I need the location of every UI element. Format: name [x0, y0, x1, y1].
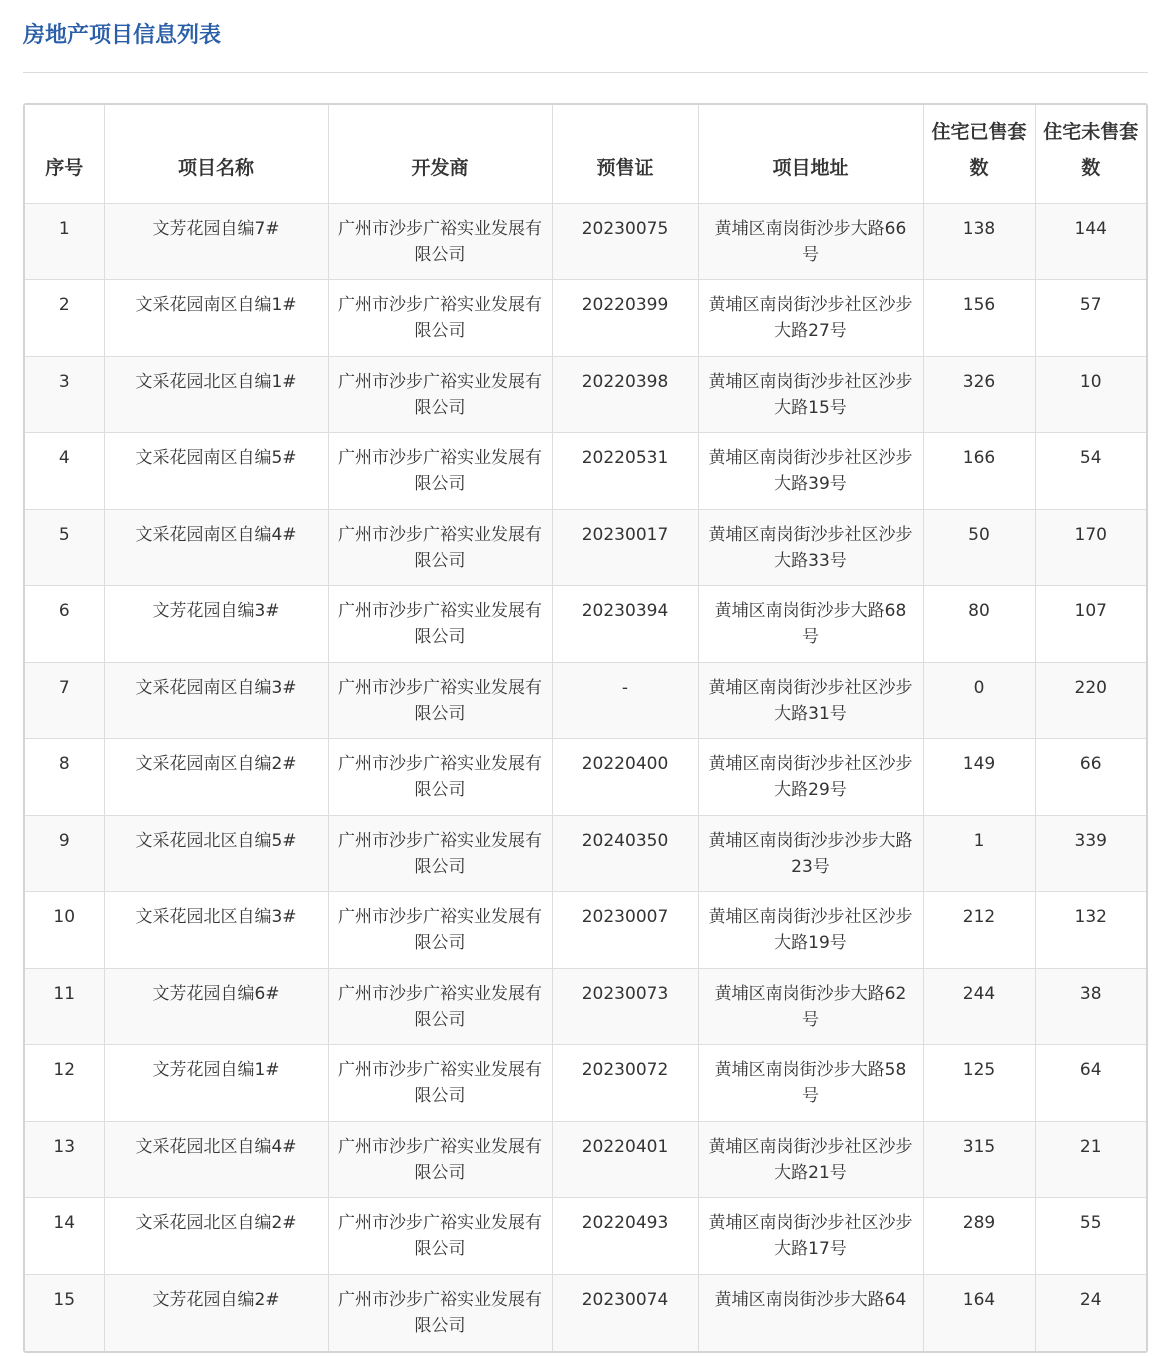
cell-presale-permit: 20230073: [552, 968, 698, 1045]
cell-sold-units: 138: [923, 203, 1035, 280]
cell-project-address: 黄埔区南岗街沙步大路62号: [698, 968, 923, 1045]
table-row: [25, 662, 1146, 739]
table-row: [25, 1274, 1146, 1351]
cell-project-address: 黄埔区南岗街沙步大路64: [698, 1274, 923, 1351]
cell-presale-permit: 20220398: [552, 356, 698, 433]
header-presale-permit: 预售证: [552, 105, 698, 203]
cell-seq: 3: [25, 356, 104, 433]
cell-developer: 广州市沙步广裕实业发展有限公司: [328, 509, 552, 586]
cell-presale-permit: 20230072: [552, 1045, 698, 1122]
cell-sold-units: 1: [923, 815, 1035, 892]
cell-unsold-units: 24: [1035, 1274, 1146, 1351]
table-row: [25, 1121, 1146, 1198]
cell-project-name: 文采花园北区自编2#: [104, 1198, 328, 1275]
cell-project-address: 黄埔区南岗街沙步大路68号: [698, 586, 923, 663]
cell-project-address: 黄埔区南岗街沙步大路66号: [698, 203, 923, 280]
cell-sold-units: 164: [923, 1274, 1035, 1351]
cell-seq: 7: [25, 662, 104, 739]
cell-project-address: 黄埔区南岗街沙步社区沙步大路17号: [698, 1198, 923, 1275]
cell-sold-units: 149: [923, 739, 1035, 816]
cell-presale-permit: 20230394: [552, 586, 698, 663]
table-row: [25, 203, 1146, 280]
cell-project-name: 文采花园南区自编2#: [104, 739, 328, 816]
table-row: [25, 968, 1146, 1045]
header-developer: 开发商: [328, 105, 552, 203]
header-unsold-units: 住宅未售套数: [1035, 105, 1146, 203]
cell-project-address: 黄埔区南岗街沙步社区沙步大路39号: [698, 433, 923, 510]
cell-project-name: 文采花园南区自编3#: [104, 662, 328, 739]
cell-project-name: 文采花园南区自编5#: [104, 433, 328, 510]
cell-project-name: 文芳花园自编3#: [104, 586, 328, 663]
cell-seq: 5: [25, 509, 104, 586]
header-row: [25, 105, 1146, 203]
cell-project-name: 文采花园南区自编1#: [104, 280, 328, 357]
cell-seq: 11: [25, 968, 104, 1045]
cell-developer: 广州市沙步广裕实业发展有限公司: [328, 433, 552, 510]
cell-presale-permit: 20220399: [552, 280, 698, 357]
cell-unsold-units: 170: [1035, 509, 1146, 586]
cell-project-name: 文采花园北区自编3#: [104, 892, 328, 969]
cell-presale-permit: 20230017: [552, 509, 698, 586]
cell-developer: 广州市沙步广裕实业发展有限公司: [328, 739, 552, 816]
cell-project-name: 文采花园北区自编5#: [104, 815, 328, 892]
cell-seq: 10: [25, 892, 104, 969]
cell-seq: 4: [25, 433, 104, 510]
table-header: [25, 105, 1146, 203]
cell-unsold-units: 10: [1035, 356, 1146, 433]
cell-developer: 广州市沙步广裕实业发展有限公司: [328, 356, 552, 433]
cell-developer: 广州市沙步广裕实业发展有限公司: [328, 892, 552, 969]
cell-sold-units: 244: [923, 968, 1035, 1045]
cell-project-name: 文采花园北区自编1#: [104, 356, 328, 433]
cell-unsold-units: 38: [1035, 968, 1146, 1045]
cell-presale-permit: 20220400: [552, 739, 698, 816]
header-project-address: 项目地址: [698, 105, 923, 203]
cell-seq: 12: [25, 1045, 104, 1122]
table-row: [25, 586, 1146, 663]
cell-presale-permit: 20220493: [552, 1198, 698, 1275]
cell-sold-units: 0: [923, 662, 1035, 739]
cell-seq: 13: [25, 1121, 104, 1198]
table-row: [25, 1198, 1146, 1275]
cell-seq: 2: [25, 280, 104, 357]
cell-unsold-units: 107: [1035, 586, 1146, 663]
cell-unsold-units: 21: [1035, 1121, 1146, 1198]
cell-project-name: 文芳花园自编1#: [104, 1045, 328, 1122]
cell-presale-permit: 20230074: [552, 1274, 698, 1351]
cell-developer: 广州市沙步广裕实业发展有限公司: [328, 968, 552, 1045]
cell-seq: 9: [25, 815, 104, 892]
cell-unsold-units: 57: [1035, 280, 1146, 357]
cell-unsold-units: 339: [1035, 815, 1146, 892]
cell-sold-units: 80: [923, 586, 1035, 663]
cell-sold-units: 326: [923, 356, 1035, 433]
cell-sold-units: 166: [923, 433, 1035, 510]
cell-sold-units: 125: [923, 1045, 1035, 1122]
project-table-container: [23, 103, 1148, 1353]
cell-unsold-units: 64: [1035, 1045, 1146, 1122]
cell-project-name: 文采花园北区自编4#: [104, 1121, 328, 1198]
cell-unsold-units: 132: [1035, 892, 1146, 969]
cell-unsold-units: 220: [1035, 662, 1146, 739]
cell-sold-units: 212: [923, 892, 1035, 969]
cell-presale-permit: 20220531: [552, 433, 698, 510]
cell-sold-units: 50: [923, 509, 1035, 586]
cell-project-address: 黄埔区南岗街沙步大路58号: [698, 1045, 923, 1122]
cell-seq: 1: [25, 203, 104, 280]
cell-project-address: 黄埔区南岗街沙步沙步大路23号: [698, 815, 923, 892]
cell-project-address: 黄埔区南岗街沙步社区沙步大路21号: [698, 1121, 923, 1198]
table-row: [25, 892, 1146, 969]
cell-unsold-units: 66: [1035, 739, 1146, 816]
cell-seq: 14: [25, 1198, 104, 1275]
cell-sold-units: 289: [923, 1198, 1035, 1275]
cell-sold-units: 156: [923, 280, 1035, 357]
cell-project-address: 黄埔区南岗街沙步社区沙步大路33号: [698, 509, 923, 586]
cell-presale-permit: 20240350: [552, 815, 698, 892]
table-row: [25, 509, 1146, 586]
cell-presale-permit: 20220401: [552, 1121, 698, 1198]
cell-unsold-units: 54: [1035, 433, 1146, 510]
cell-developer: 广州市沙步广裕实业发展有限公司: [328, 586, 552, 663]
cell-developer: 广州市沙步广裕实业发展有限公司: [328, 280, 552, 357]
project-table: [25, 105, 1146, 1351]
table-row: [25, 356, 1146, 433]
cell-developer: 广州市沙步广裕实业发展有限公司: [328, 815, 552, 892]
cell-project-name: 文芳花园自编6#: [104, 968, 328, 1045]
table-row: [25, 1045, 1146, 1122]
cell-project-address: 黄埔区南岗街沙步社区沙步大路29号: [698, 739, 923, 816]
table-row: [25, 815, 1146, 892]
cell-seq: 8: [25, 739, 104, 816]
cell-developer: 广州市沙步广裕实业发展有限公司: [328, 203, 552, 280]
cell-project-address: 黄埔区南岗街沙步社区沙步大路31号: [698, 662, 923, 739]
cell-developer: 广州市沙步广裕实业发展有限公司: [328, 662, 552, 739]
cell-project-name: 文采花园南区自编4#: [104, 509, 328, 586]
header-sold-units: 住宅已售套数: [923, 105, 1035, 203]
header-project-name: 项目名称: [104, 105, 328, 203]
cell-sold-units: 315: [923, 1121, 1035, 1198]
cell-presale-permit: 20230007: [552, 892, 698, 969]
cell-developer: 广州市沙步广裕实业发展有限公司: [328, 1198, 552, 1275]
cell-seq: 15: [25, 1274, 104, 1351]
table-row: [25, 280, 1146, 357]
cell-project-address: 黄埔区南岗街沙步社区沙步大路19号: [698, 892, 923, 969]
cell-project-name: 文芳花园自编2#: [104, 1274, 328, 1351]
cell-seq: 6: [25, 586, 104, 663]
cell-presale-permit: -: [552, 662, 698, 739]
cell-project-name: 文芳花园自编7#: [104, 203, 328, 280]
cell-project-address: 黄埔区南岗街沙步社区沙步大路15号: [698, 356, 923, 433]
header-seq: 序号: [25, 105, 104, 203]
table-row: [25, 433, 1146, 510]
cell-presale-permit: 20230075: [552, 203, 698, 280]
title-divider: [23, 72, 1148, 73]
cell-developer: 广州市沙步广裕实业发展有限公司: [328, 1121, 552, 1198]
cell-unsold-units: 144: [1035, 203, 1146, 280]
page-title: 房地产项目信息列表: [23, 23, 222, 48]
cell-unsold-units: 55: [1035, 1198, 1146, 1275]
cell-developer: 广州市沙步广裕实业发展有限公司: [328, 1274, 552, 1351]
cell-project-address: 黄埔区南岗街沙步社区沙步大路27号: [698, 280, 923, 357]
table-body: [25, 203, 1146, 1351]
table-row: [25, 739, 1146, 816]
cell-developer: 广州市沙步广裕实业发展有限公司: [328, 1045, 552, 1122]
